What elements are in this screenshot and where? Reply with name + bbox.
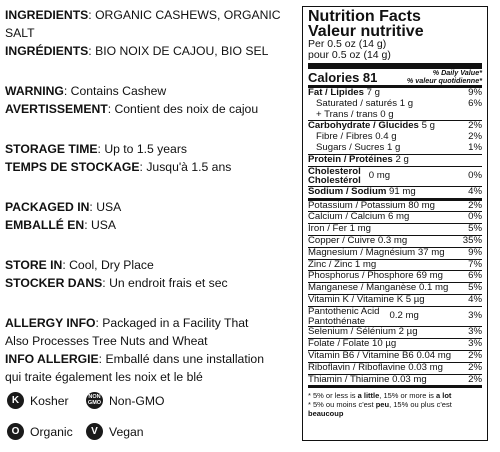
nutrient-name: Sugars / Sucres	[316, 141, 385, 153]
store-text-fr: : Un endroit frais et sec	[102, 276, 228, 290]
organic-badge	[7, 423, 73, 440]
nutrient-amount: 0.03 mg	[392, 373, 427, 385]
storage-text-fr: : Jusqu'à 1.5 ans	[139, 160, 232, 174]
nutrient-amount: 2 µg	[398, 326, 418, 338]
calories-row	[308, 69, 482, 85]
certification-badges	[5, 388, 285, 448]
nutrient-row-vitamin-k	[308, 294, 482, 306]
nutrient-name: Carbohydrate / Glucides	[308, 120, 419, 132]
nutrient-amount: 0.2 mg	[389, 310, 419, 322]
nutrient-dv: 0%	[468, 211, 482, 223]
nutrient-amount: 80 mg	[408, 199, 435, 211]
nutrient-row-magnesium	[308, 247, 482, 259]
non-gmo-icon-text-2: GMO	[87, 399, 102, 406]
nutrient-row-potassium	[308, 201, 482, 212]
nutrient-amount: 5 µg	[405, 293, 425, 305]
nutrition-facts-table	[302, 6, 488, 441]
allergy-text-fr-cont: qui traite également les noix et le blé	[5, 370, 203, 384]
store-text: : Cool, Dry Place	[62, 258, 154, 272]
footnote-fr-bold-1: peu	[375, 400, 390, 410]
nutrient-name: Cholesterol	[308, 165, 361, 177]
nutrient-name: Zinc / Zinc	[308, 258, 353, 270]
footnote-fr-2: , 15% ou plus c'est	[389, 400, 452, 410]
footnote-en-1: * 5% or less is	[308, 391, 358, 401]
ingredients-label: INGREDIENTS	[5, 8, 89, 22]
nutrient-dv: 9%	[468, 246, 482, 258]
allergy-text-fr: : Emballé dans une installation	[98, 352, 264, 366]
kosher-icon: K	[7, 392, 24, 409]
packaged-text-fr: : USA	[84, 218, 117, 232]
nutrition-title-fr: Valeur nutritive	[308, 23, 424, 40]
nutrient-name-fr: Pantothénate	[308, 315, 366, 327]
vegan-icon: V	[86, 423, 103, 440]
nutrient-dv: 4%	[468, 185, 482, 197]
nutrient-dv: 3%	[468, 338, 482, 350]
allergy-section	[5, 314, 287, 386]
warning-label: WARNING	[5, 84, 64, 98]
nutrient-row-riboflavin	[308, 362, 482, 374]
nutrient-dv: 6%	[468, 270, 482, 282]
ingredients-text-cont: SALT	[5, 26, 35, 40]
nutrient-name: Fibre / Fibres	[316, 131, 373, 143]
nutrient-name: Pantothenic Acid	[308, 305, 380, 317]
nutrient-name: Copper / Cuivre	[308, 234, 376, 246]
serving-size-fr: pour 0.5 oz (14 g)	[308, 49, 391, 61]
nutrient-name: Magnesium / Magnésium	[308, 246, 416, 258]
nutrient-row-cholesterol	[308, 166, 482, 186]
nutrient-amount: 69 mg	[416, 270, 443, 282]
ingredients-label-fr: INGRÉDIENTS	[5, 44, 89, 58]
nutrient-row-calcium	[308, 211, 482, 223]
nutrient-amount: 0.1 mg	[418, 282, 449, 294]
nutrient-name: Saturated / saturés	[316, 97, 398, 109]
nutrient-row-trans	[308, 110, 482, 121]
nutrient-name: Vitamin K / Vitamine K	[308, 293, 404, 305]
nutrient-row-iron	[308, 223, 482, 235]
footnote-en-bold-1: a little	[357, 391, 380, 401]
nutrient-name: Selenium / Sélénium	[308, 326, 396, 338]
nutrient-name: Calcium / Calcium	[308, 211, 386, 223]
nutrient-row-sugars	[308, 143, 482, 154]
daily-value-fr: % valeur quotidienne*	[406, 76, 482, 85]
nutrient-dv: 2%	[468, 199, 482, 211]
footnote-fr-bold-2: beaucoup	[308, 409, 344, 419]
nutrient-row-vitamin-b6	[308, 350, 482, 362]
nutrient-amount: 6 mg	[387, 211, 410, 223]
nutrient-row-thiamin	[308, 374, 482, 386]
nutrient-name: Sodium / Sodium	[308, 185, 387, 197]
nutrient-row-phosphorus	[308, 270, 482, 282]
warning-label-fr: AVERTISSEMENT	[5, 102, 108, 116]
nutrient-name: Fat / Lipides	[308, 87, 364, 98]
storage-text: : Up to 1.5 years	[97, 142, 187, 156]
kosher-badge	[7, 392, 69, 409]
storage-label-fr: TEMPS DE STOCKAGE	[5, 160, 140, 174]
nutrient-dv: 35%	[462, 234, 482, 246]
nutrient-amount: 1 mg	[354, 258, 377, 270]
warning-section	[5, 82, 287, 118]
nutrient-dv: 4%	[468, 293, 482, 305]
nutrient-dv: 2%	[468, 120, 482, 132]
nutrient-amount: 0.4 g	[375, 131, 397, 143]
nutrient-name: Potassium / Potassium	[308, 199, 406, 211]
nutrient-dv: 6%	[468, 97, 482, 109]
nutrient-dv: 2%	[468, 373, 482, 385]
nutrient-amount: 1 g	[386, 141, 401, 153]
nutrient-row-sodium	[308, 186, 482, 198]
nutrient-name: Vitamin B6 / Vitamine B6	[308, 349, 414, 361]
nutrient-dv: 0%	[468, 169, 482, 181]
daily-value-header	[407, 69, 482, 85]
nutrient-amount: 5 g	[421, 120, 435, 132]
nutrient-dv: 7%	[468, 258, 482, 270]
footnote-en-2: , 15% or more is	[379, 391, 436, 401]
allergy-label-fr: INFO ALLERGIE	[5, 352, 99, 366]
nutrient-amount: 37 mg	[417, 246, 445, 258]
nutrient-row-zinc	[308, 259, 482, 271]
non-gmo-badge	[86, 392, 165, 409]
nutrient-amount: 0 g	[380, 108, 394, 120]
footnote	[308, 391, 482, 418]
nutrient-amount: 1 g	[399, 97, 414, 109]
store-section	[5, 256, 287, 292]
vegan-badge	[86, 423, 144, 440]
packaged-label: PACKAGED IN	[5, 200, 90, 214]
nutrient-name: Riboflavin / Riboflavine	[308, 361, 406, 373]
nutrient-row-manganese	[308, 282, 482, 294]
nutrient-name: Manganese / Manganèse	[308, 282, 417, 294]
nutrient-amount: 0 mg	[368, 169, 391, 181]
nutrient-dv: 2%	[468, 349, 482, 361]
nutrient-name: Iron / Fer	[308, 223, 347, 235]
daily-value-en: % Daily Value*	[432, 68, 482, 77]
warning-text: : Contains Cashew	[63, 84, 167, 98]
storage-section	[5, 140, 287, 176]
organic-label: Organic	[30, 424, 73, 439]
serving-size: Per 0.5 oz (14 g)	[308, 38, 387, 50]
nutrient-amount: 10 µg	[372, 338, 397, 350]
nutrient-name: + Trans / trans	[316, 108, 378, 120]
nutrient-name: Phosphorus / Phosphore	[308, 270, 414, 282]
nutrient-name: Protein / Protéines	[308, 153, 393, 165]
divider	[308, 385, 482, 388]
nutrient-dv: 2%	[468, 131, 482, 143]
store-label: STORE IN	[5, 258, 63, 272]
nutrient-row-selenium	[308, 326, 482, 338]
nutrient-row-copper	[308, 235, 482, 247]
ingredients-text-fr: : BIO NOIX DE CAJOU, BIO SEL	[88, 44, 269, 58]
ingredients-text: : ORGANIC CASHEWS, ORGANIC	[88, 8, 281, 22]
ingredients-section	[5, 6, 287, 60]
nutrient-name: Thiamin / Thiamine	[308, 373, 390, 385]
calories: Calories 81	[308, 70, 378, 85]
nutrient-amount: 0.04 mg	[416, 349, 452, 361]
nutrient-amount: 0.03 mg	[408, 361, 443, 373]
footnote-fr-1: * 5% ou moins c'est	[308, 400, 376, 410]
nutrient-amount: 2 g	[395, 153, 409, 165]
allergy-text-cont: Also Processes Tree Nuts and Wheat	[5, 334, 208, 348]
nutrient-dv: 2%	[468, 361, 482, 373]
nutrient-dv: 9%	[468, 87, 482, 98]
footnote-en-bold-2: a lot	[435, 391, 452, 401]
storage-label: STORAGE TIME	[5, 142, 98, 156]
nutrient-amount: 1 mg	[349, 223, 371, 235]
nutrition-title: Nutrition Facts	[308, 8, 421, 25]
nutrient-name: Folate / Folate	[308, 338, 370, 350]
store-label-fr: STOCKER DANS	[5, 276, 103, 290]
vegan-label: Vegan	[109, 424, 144, 439]
nutrient-dv: 5%	[468, 223, 482, 235]
nutrient-amount: 91 mg	[389, 185, 416, 197]
nutrient-amount: 0.3 mg	[377, 234, 408, 246]
nutrient-row-folate	[308, 338, 482, 350]
packaged-text: : USA	[89, 200, 122, 214]
product-info	[5, 6, 287, 408]
allergy-label: ALLERGY INFO	[5, 316, 96, 330]
nutrient-dv: 3%	[468, 326, 482, 338]
nutrient-dv: 3%	[468, 310, 482, 322]
nutrient-name-fr: Cholestérol	[308, 175, 361, 187]
organic-icon: O	[7, 423, 24, 440]
non-gmo-icon	[86, 392, 103, 409]
packaged-label-fr: EMBALLÉ EN	[5, 218, 85, 232]
warning-text-fr: : Contient des noix de cajou	[107, 102, 259, 116]
non-gmo-label: Non-GMO	[109, 393, 165, 408]
allergy-text: : Packaged in a Facility That	[95, 316, 249, 330]
non-gmo-icon-text-1: NON	[88, 394, 101, 400]
nutrient-amount: 7 g	[366, 87, 380, 98]
nutrient-row-protein	[308, 154, 482, 166]
nutrient-dv: 5%	[468, 282, 482, 294]
packaged-section	[5, 198, 287, 234]
nutrient-dv: 1%	[468, 141, 482, 153]
nutrient-row-pantothenic-acid	[308, 306, 482, 327]
kosher-label: Kosher	[30, 393, 69, 408]
